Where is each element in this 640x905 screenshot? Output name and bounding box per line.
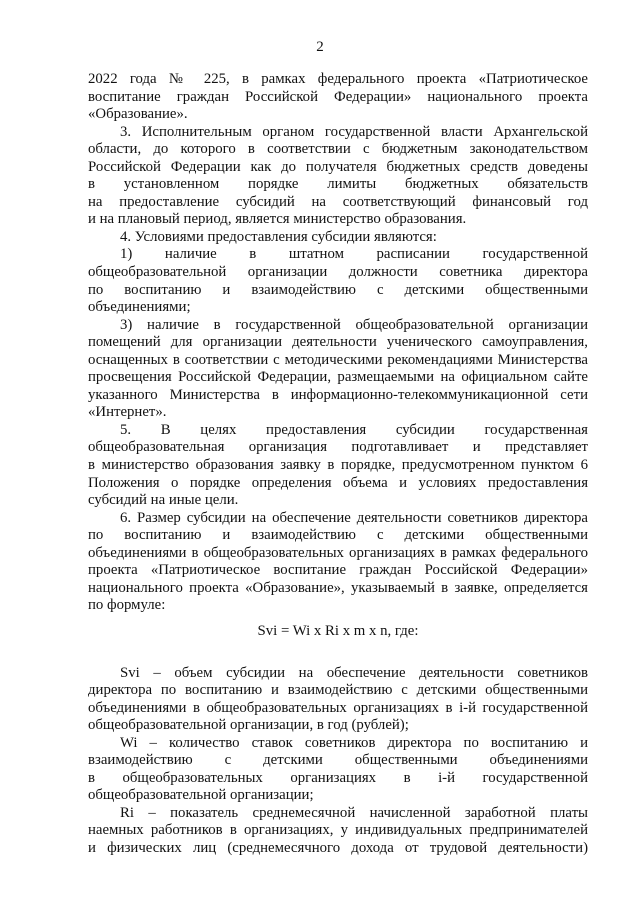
- text-line: общеобразовательной организации;: [88, 787, 314, 804]
- text-line: оснащенных в соответствии с методическими рекомендациями Министерства: [88, 351, 588, 368]
- text-line: указанного Министерства в информационно-телекоммуникационной сети: [88, 386, 588, 403]
- text-line: в министерство образования заявку в порядке, предусмотренном пунктом 6: [88, 457, 588, 474]
- text-line: на предоставление субсидий на соответствующий финансовый год: [88, 193, 588, 210]
- text-line: директора по воспитанию и взаимодействию с детскими общественными: [88, 682, 588, 699]
- text-line: 4. Условиями предоставления субсидии являются:: [120, 228, 437, 245]
- text-line: воспитание граждан Российской Федерации» национального проекта: [88, 88, 588, 105]
- text-line: общеобразовательной организации должности советника директора: [88, 264, 588, 281]
- text-line: Ri – показатель среднемесячной начисленной заработной платы: [120, 804, 588, 821]
- text-line: объединениями;: [88, 299, 191, 316]
- text-line: 1) наличие в штатном расписании государственной: [120, 246, 588, 263]
- text-line: Wi – количество ставок советников директора по воспитанию и: [120, 734, 588, 751]
- text-line: Svi – объем субсидии на обеспечение деятельности советников: [120, 664, 588, 681]
- text-line: наемных работников в организациях, у индивидуальных предпринимателей: [88, 822, 588, 839]
- text-line: 2022 года № 225, в рамках федерального проекта «Патриотическое: [88, 71, 588, 87]
- text-line: 3. Исполнительным органом государственной власти Архангельской: [120, 123, 588, 140]
- text-line: национального проекта «Образование», указываемый в заявке, определяется: [88, 579, 588, 596]
- text-line: в установленном порядке лимиты бюджетных обязательств: [88, 176, 588, 193]
- text-line: «Интернет».: [88, 404, 167, 421]
- text-line: проекта «Патриотическое воспитание граждан Российской Федерации»: [88, 562, 588, 579]
- text-line: по воспитанию и взаимодействию с детскими общественными: [88, 281, 588, 298]
- text-line: помещений для организации деятельности ученического самоуправления,: [88, 334, 588, 351]
- text-line: Svi = Wi x Ri x m x n, где:: [257, 622, 419, 639]
- text-line: просвещения Российской Федерации, размещаемыми на официальном сайте: [88, 369, 588, 386]
- text-line: области, до которого в соответствии с бюджетным законодательством: [88, 141, 588, 158]
- text-line: субсидий на иные цели.: [88, 492, 239, 509]
- text-line: по формуле:: [88, 597, 166, 614]
- page-number: 2: [316, 39, 324, 55]
- text-line: объединениями в общеобразовательных организациях в рамках федерального: [88, 544, 588, 561]
- text-line: в общеобразовательных организациях в i-й государственной: [88, 769, 588, 786]
- text-line: и на плановый период, является министерство образования.: [88, 211, 467, 228]
- text-line: 5. В целях предоставления субсидии государственная: [120, 421, 588, 438]
- text-line: 6. Размер субсидии на обеспечение деятельности советников директора: [120, 509, 588, 526]
- paragraph-gap: [88, 615, 588, 623]
- text-line: общеобразовательная организация подготавливает и представляет: [88, 439, 588, 456]
- text-line: и физических лиц (среднемесячного дохода от трудовой деятельности): [88, 839, 588, 856]
- text-line: взаимодействию с детскими общественными объединениями: [88, 752, 588, 769]
- text-line: Положения о порядке определения объема и условиях предоставления: [88, 474, 588, 491]
- document-body: [88, 71, 588, 858]
- text-line: 3) наличие в государственной общеобразовательной организации: [120, 316, 588, 333]
- text-line: общеобразовательной организации, в год (рублей);: [88, 717, 409, 734]
- paragraph-gap: [88, 641, 588, 665]
- text-line: Российской Федерации как до получателя бюджетных средств доведены: [88, 158, 588, 175]
- text-line: объединениями в общеобразовательных организациях в i-й государственной: [88, 699, 588, 716]
- text-line: «Образование».: [88, 106, 188, 123]
- text-line: по воспитанию и взаимодействию с детскими общественными: [88, 527, 588, 544]
